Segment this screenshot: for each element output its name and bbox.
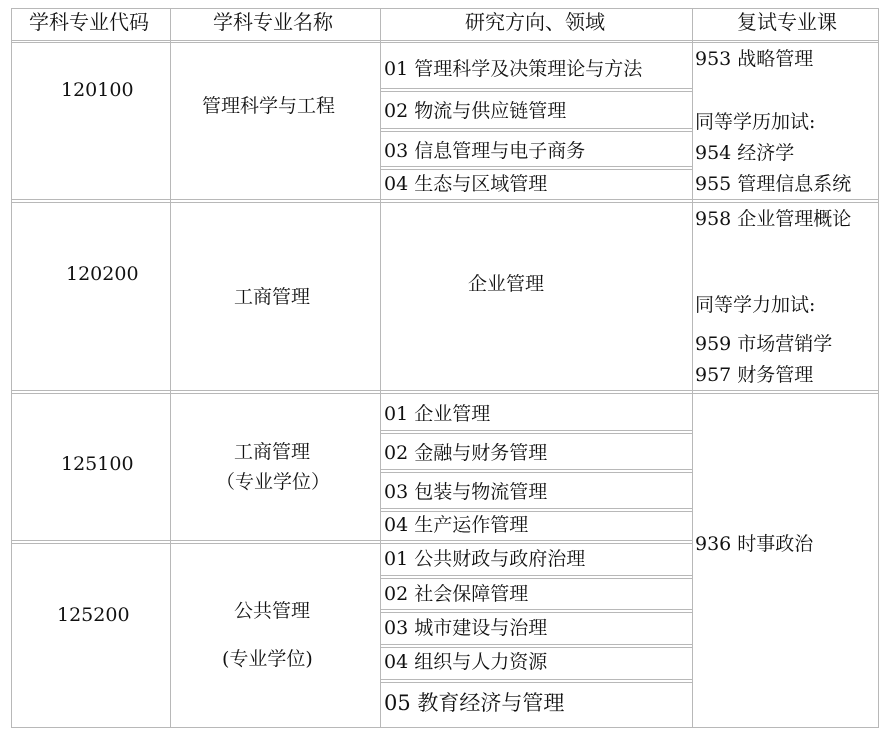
direction-item: 01 管理科学及决策理论与方法 (384, 58, 643, 80)
course-item: 957 财务管理 (695, 364, 814, 386)
row-line (380, 91, 693, 92)
row-name: 公共管理 (234, 600, 311, 622)
row-line (11, 42, 879, 43)
row-name-sub: （专业学位） (216, 471, 331, 493)
row-line (11, 8, 879, 9)
row-line (11, 393, 879, 394)
row-line (380, 511, 693, 512)
row-line (11, 540, 693, 541)
row-line (380, 169, 693, 170)
header-code: 学科专业代码 (29, 10, 149, 34)
course-item: 955 管理信息系统 (695, 173, 852, 195)
row-line (380, 647, 693, 648)
row-name: 工商管理 (234, 286, 311, 308)
row-line (380, 508, 693, 509)
direction-item: 03 信息管理与电子商务 (384, 140, 586, 162)
row-line (380, 128, 693, 129)
col-line (380, 8, 381, 728)
row-name: 管理科学与工程 (202, 95, 336, 117)
row-line (380, 166, 693, 167)
col-line (11, 8, 12, 728)
direction-item: 02 金融与财务管理 (384, 442, 548, 464)
direction-item: 02 社会保障管理 (384, 583, 529, 605)
direction-item: 05 教育经济与管理 (384, 691, 565, 715)
direction-item: 04 生态与区域管理 (384, 173, 548, 195)
col-line (170, 8, 171, 728)
row-line (380, 612, 693, 613)
row-line (380, 430, 693, 431)
row-line (380, 469, 693, 470)
shared-course: 936 时事政治 (695, 533, 814, 555)
direction-item: 04 生产运作管理 (384, 514, 529, 536)
direction-item: 03 城市建设与治理 (384, 617, 548, 639)
direction-item: 03 包装与物流管理 (384, 481, 548, 503)
row-line (380, 682, 693, 683)
row-line (380, 131, 693, 132)
direction-item: 01 企业管理 (384, 403, 491, 425)
row-line (380, 88, 693, 89)
header-direction: 研究方向、领域 (465, 10, 605, 34)
row-code: 125200 (57, 604, 130, 626)
row-line (11, 202, 879, 203)
course-item: 953 战略管理 (695, 48, 814, 70)
row-line (380, 609, 693, 610)
course-item: 同等学力加试: (695, 294, 816, 316)
col-line (692, 8, 693, 728)
row-code: 120100 (61, 79, 134, 101)
direction-item: 企业管理 (468, 273, 545, 295)
row-line (11, 543, 693, 544)
direction-item: 04 组织与人力资源 (384, 651, 548, 673)
row-line (11, 40, 879, 41)
direction-item: 02 物流与供应链管理 (384, 100, 567, 122)
row-line (11, 390, 879, 391)
course-item: 954 经济学 (695, 142, 795, 164)
course-item: 同等学历加试: (695, 111, 816, 133)
direction-item: 01 公共财政与政府治理 (384, 548, 586, 570)
header-name: 学科专业名称 (213, 10, 333, 34)
header-courses: 复试专业课 (737, 10, 837, 34)
row-name: 工商管理 (234, 441, 311, 463)
row-line (380, 575, 693, 576)
row-name-sub: (专业学位) (222, 648, 313, 670)
row-line (380, 578, 693, 579)
row-code: 120200 (66, 263, 139, 285)
row-line (380, 644, 693, 645)
row-line (380, 472, 693, 473)
course-item: 958 企业管理概论 (695, 208, 852, 230)
row-line (11, 727, 879, 728)
row-line (11, 199, 879, 200)
row-line (380, 433, 693, 434)
row-line (380, 679, 693, 680)
row-code: 125100 (61, 453, 134, 475)
course-item: 959 市场营销学 (695, 333, 833, 355)
col-line (878, 8, 879, 728)
